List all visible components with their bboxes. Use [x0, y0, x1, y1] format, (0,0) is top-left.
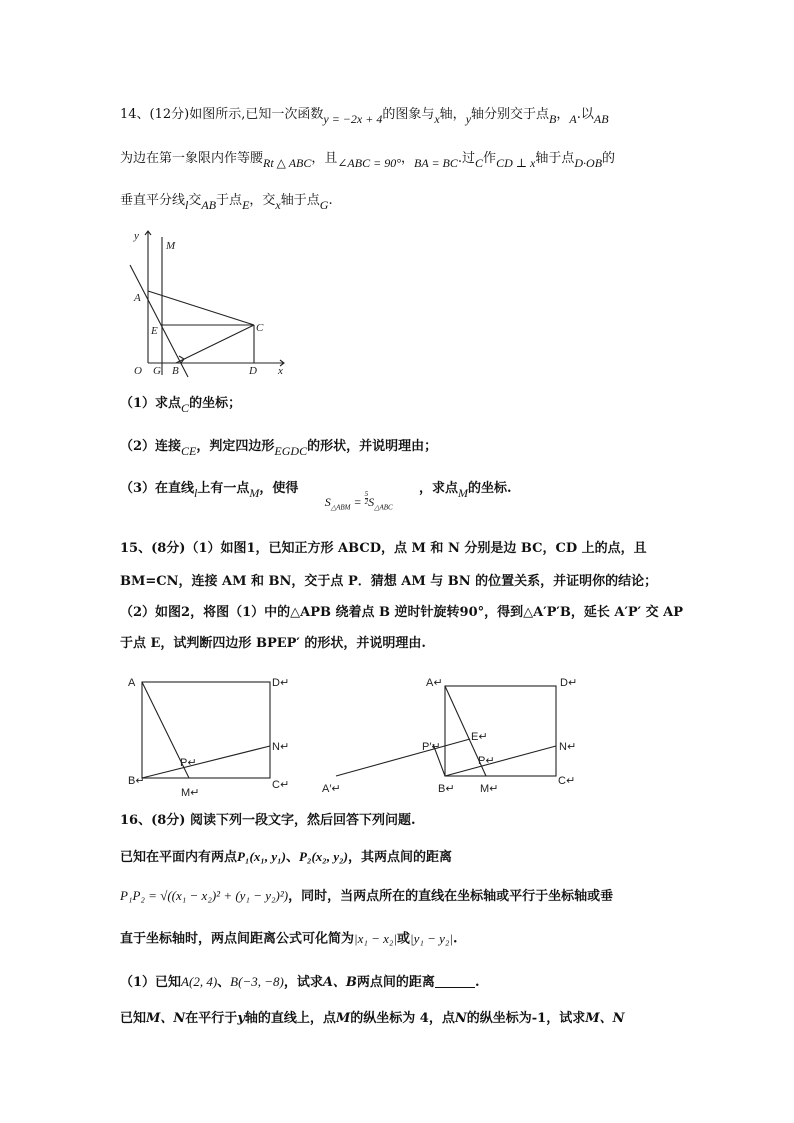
q16-text: 已知 [120, 1011, 147, 1026]
label-a: A [134, 292, 141, 304]
label-y: y [134, 230, 139, 242]
segment-bc [176, 325, 254, 363]
q14-text: 垂直平分线 [120, 193, 186, 208]
q16-math: M、N [585, 1011, 625, 1026]
q14-math: △ABC [374, 503, 393, 512]
q14-math: x [434, 112, 440, 126]
label-d: D↵ [560, 677, 578, 689]
figure-2-square [126, 672, 296, 802]
square-abcd [445, 686, 556, 776]
segment-ac [148, 291, 254, 325]
q14-math: E [242, 198, 250, 212]
label-e: E↵ [471, 731, 488, 743]
q14-line-3 [120, 192, 333, 214]
q14-math: △ABM [330, 503, 351, 512]
q14-math: Rt △ ABC [263, 156, 312, 170]
label-n: N↵ [272, 741, 290, 753]
q14-math: EGDC [274, 444, 308, 458]
q14-math: S [368, 495, 375, 509]
q14-math: BA = BC [414, 156, 458, 170]
q14-text: 的坐标. [468, 481, 512, 496]
q14-text: ， [556, 107, 570, 122]
q14-math: CD ⊥ x [496, 156, 536, 170]
q16-text: 两点间的距离 [356, 975, 435, 990]
q14-math: AB [201, 198, 217, 212]
q16-text: （1）已知 [120, 975, 182, 990]
q16-text: 的纵坐标为-1，试求 [466, 1011, 586, 1026]
q14-text: 轴于点 [535, 151, 575, 166]
q16-math: P₂(x₂, y₂) [299, 849, 348, 864]
q14-math: l [194, 486, 198, 500]
q16-line-4 [120, 930, 458, 949]
answer-blank [435, 975, 475, 988]
q16-math: M、N [146, 1011, 186, 1026]
q16-text: ，试求 [283, 975, 323, 990]
q16-math: y [237, 1011, 245, 1026]
label-p: P↵ [180, 757, 197, 769]
q14-math: CE [181, 444, 197, 458]
q16-text: 直于坐标轴时，两点间距离公式可化简为 [120, 931, 355, 947]
q14-math: C [181, 401, 190, 415]
q14-text: 于点 [216, 193, 243, 208]
figure-3-rotated [318, 672, 588, 802]
q14-text: 轴分别交于点 [471, 107, 550, 122]
q16-text: 在平行于 [185, 1011, 238, 1026]
q14-text: .过 [457, 151, 476, 166]
label-c: C↵ [558, 775, 576, 787]
line-ab [130, 265, 188, 377]
square-abcd [142, 682, 270, 778]
q16-line-6 [120, 1010, 624, 1028]
label-p: P↵ [478, 755, 495, 767]
label-b: B↵ [438, 783, 455, 795]
q16-math: M [335, 1011, 351, 1026]
q14-text: （1）求点 [120, 396, 182, 411]
q16-text: 或 [397, 931, 411, 947]
q14-text: 作 [483, 151, 497, 166]
label-x: x [278, 365, 283, 377]
q14-text: 为边在第一象限内作等腰 [120, 151, 264, 166]
q14-text: ，求点 [418, 481, 458, 496]
q14-math: S [324, 495, 331, 509]
q16-text: 的纵坐标为 4，点 [350, 1011, 455, 1026]
q16-part-1 [120, 973, 479, 992]
q14-math: AB [593, 112, 609, 126]
q16-text: ，其两点间的距离 [347, 850, 452, 865]
q14-text: ， [401, 151, 415, 166]
q14-text: 的形状，并说明理由； [307, 439, 438, 454]
q16-text: 轴的直线上，点 [244, 1011, 336, 1026]
q16-math: |y₁ − y₂| [410, 931, 454, 946]
label-m: M [166, 240, 176, 252]
q14-line-1 [120, 106, 609, 128]
q14-line-2 [120, 150, 615, 172]
q14-text: 轴于点 [280, 193, 320, 208]
q16-math: P₁(x₁, y₁) [237, 849, 286, 864]
q16-math: |x₁ − x₂| [354, 931, 398, 946]
segment-bn [445, 746, 556, 776]
label-b: B [172, 365, 179, 377]
q16-text: ，同时，当两点所在的直线在坐标轴或平行于坐标轴或垂 [288, 889, 614, 904]
q14-part-2 [120, 438, 437, 460]
q16-text: 、 [285, 850, 299, 865]
q14-text: 14、(12分)如图所示,已知一次函数 [120, 107, 324, 122]
label-m: M↵ [480, 783, 499, 795]
q14-text: 上有一点 [197, 481, 250, 496]
q15-line-3: （2）如图2，将图（1）中的△APB 绕着点 B 逆时针旋转90°，得到△A′P′B，延长 A′P′ 交 AP [120, 605, 683, 620]
label-c: C [256, 322, 264, 334]
label-g: G [153, 365, 161, 377]
q14-math: y [465, 112, 472, 126]
q14-text: 的 [602, 151, 616, 166]
q14-part-3 [120, 480, 512, 516]
q14-part-1 [120, 395, 241, 417]
fraction-denominator: 2 [364, 498, 369, 506]
q14-text: （3）在直线 [120, 481, 195, 496]
label-a-prime: A′↵ [322, 783, 341, 795]
label-a: A↵ [426, 677, 443, 689]
q16-text: 、 [217, 975, 231, 990]
q14-math: C [475, 156, 484, 170]
q16-line-2 [120, 848, 452, 867]
label-b: B↵ [128, 775, 145, 787]
q14-math: x [275, 198, 281, 212]
q14-math: B [549, 112, 557, 126]
label-n: N↵ [559, 741, 577, 753]
segment-ap-e [336, 739, 470, 776]
q14-text: 的坐标； [189, 396, 242, 411]
q16-math: A(2, 4) [181, 974, 218, 989]
q14-text: 交 [188, 193, 202, 208]
q14-math: l [185, 198, 189, 212]
segment-bn [142, 746, 270, 778]
figure-1-coordinate-diagram [120, 225, 295, 383]
q15-line-2: BM=CN，连接 AM 和 BN，交于点 P．猜想 AM 与 BN 的位置关系，并证明你的结论； [120, 574, 658, 589]
q14-text: ，使得 [259, 481, 299, 496]
q14-text: . [328, 193, 333, 208]
q14-text: .以 [576, 107, 594, 122]
q14-text: （2）连接 [120, 439, 182, 454]
q16-math: B(−3, −8) [230, 974, 284, 989]
q14-text: ，且 [311, 151, 338, 166]
area-equation: $S_{\triangle ABM} = \frac{5}{2}$ $S_{\triangle ABC}$ [324, 490, 393, 512]
label-d: D [249, 365, 257, 377]
q16-text: . [453, 931, 458, 947]
q14-text: ，交 [249, 193, 276, 208]
q14-math: G [319, 198, 329, 212]
q16-line-1: 16、(8分) 阅读下列一段文字，然后回答下列问题. [120, 813, 416, 828]
q14-math: A [569, 112, 577, 126]
q14-text: 轴， [439, 107, 466, 122]
label-a: A [128, 677, 136, 689]
q14-math: ∠ABC = 90° [337, 156, 401, 170]
label-p-prime: P′↵ [422, 741, 441, 753]
label-o: O [134, 365, 142, 377]
q16-math: N [454, 1011, 467, 1026]
q14-math: D·OB [574, 156, 603, 170]
q14-function: y = −2x + 4 [323, 112, 383, 126]
label-m: M↵ [181, 787, 200, 799]
q14-text: 的图象与 [382, 107, 435, 122]
label-d: D↵ [272, 677, 290, 689]
q14-math: M [249, 486, 260, 500]
distance-formula: P₁P₂ = √((x₁ − x₂)² + (y₁ − y₂)²) [120, 888, 289, 903]
q16-text: 已知在平面内有两点 [120, 850, 238, 865]
q14-text: ，判定四边形 [196, 439, 275, 454]
label-c: C↵ [272, 779, 290, 791]
q15-line-4: 于点 E，试判断四边形 BPEP′ 的形状，并说明理由. [120, 636, 426, 651]
q16-line-3 [120, 887, 613, 906]
fraction-numerator: 5 [364, 490, 369, 498]
q16-math: A、B [322, 975, 357, 990]
q16-text: . [474, 975, 480, 990]
label-e: E [151, 325, 158, 337]
q14-math: M [458, 486, 468, 500]
q15-line-1: 15、(8分)（1）如图1，已知正方形 ABCD，点 M 和 N 分别是边 BC，CD 上的点，且 [120, 541, 647, 556]
